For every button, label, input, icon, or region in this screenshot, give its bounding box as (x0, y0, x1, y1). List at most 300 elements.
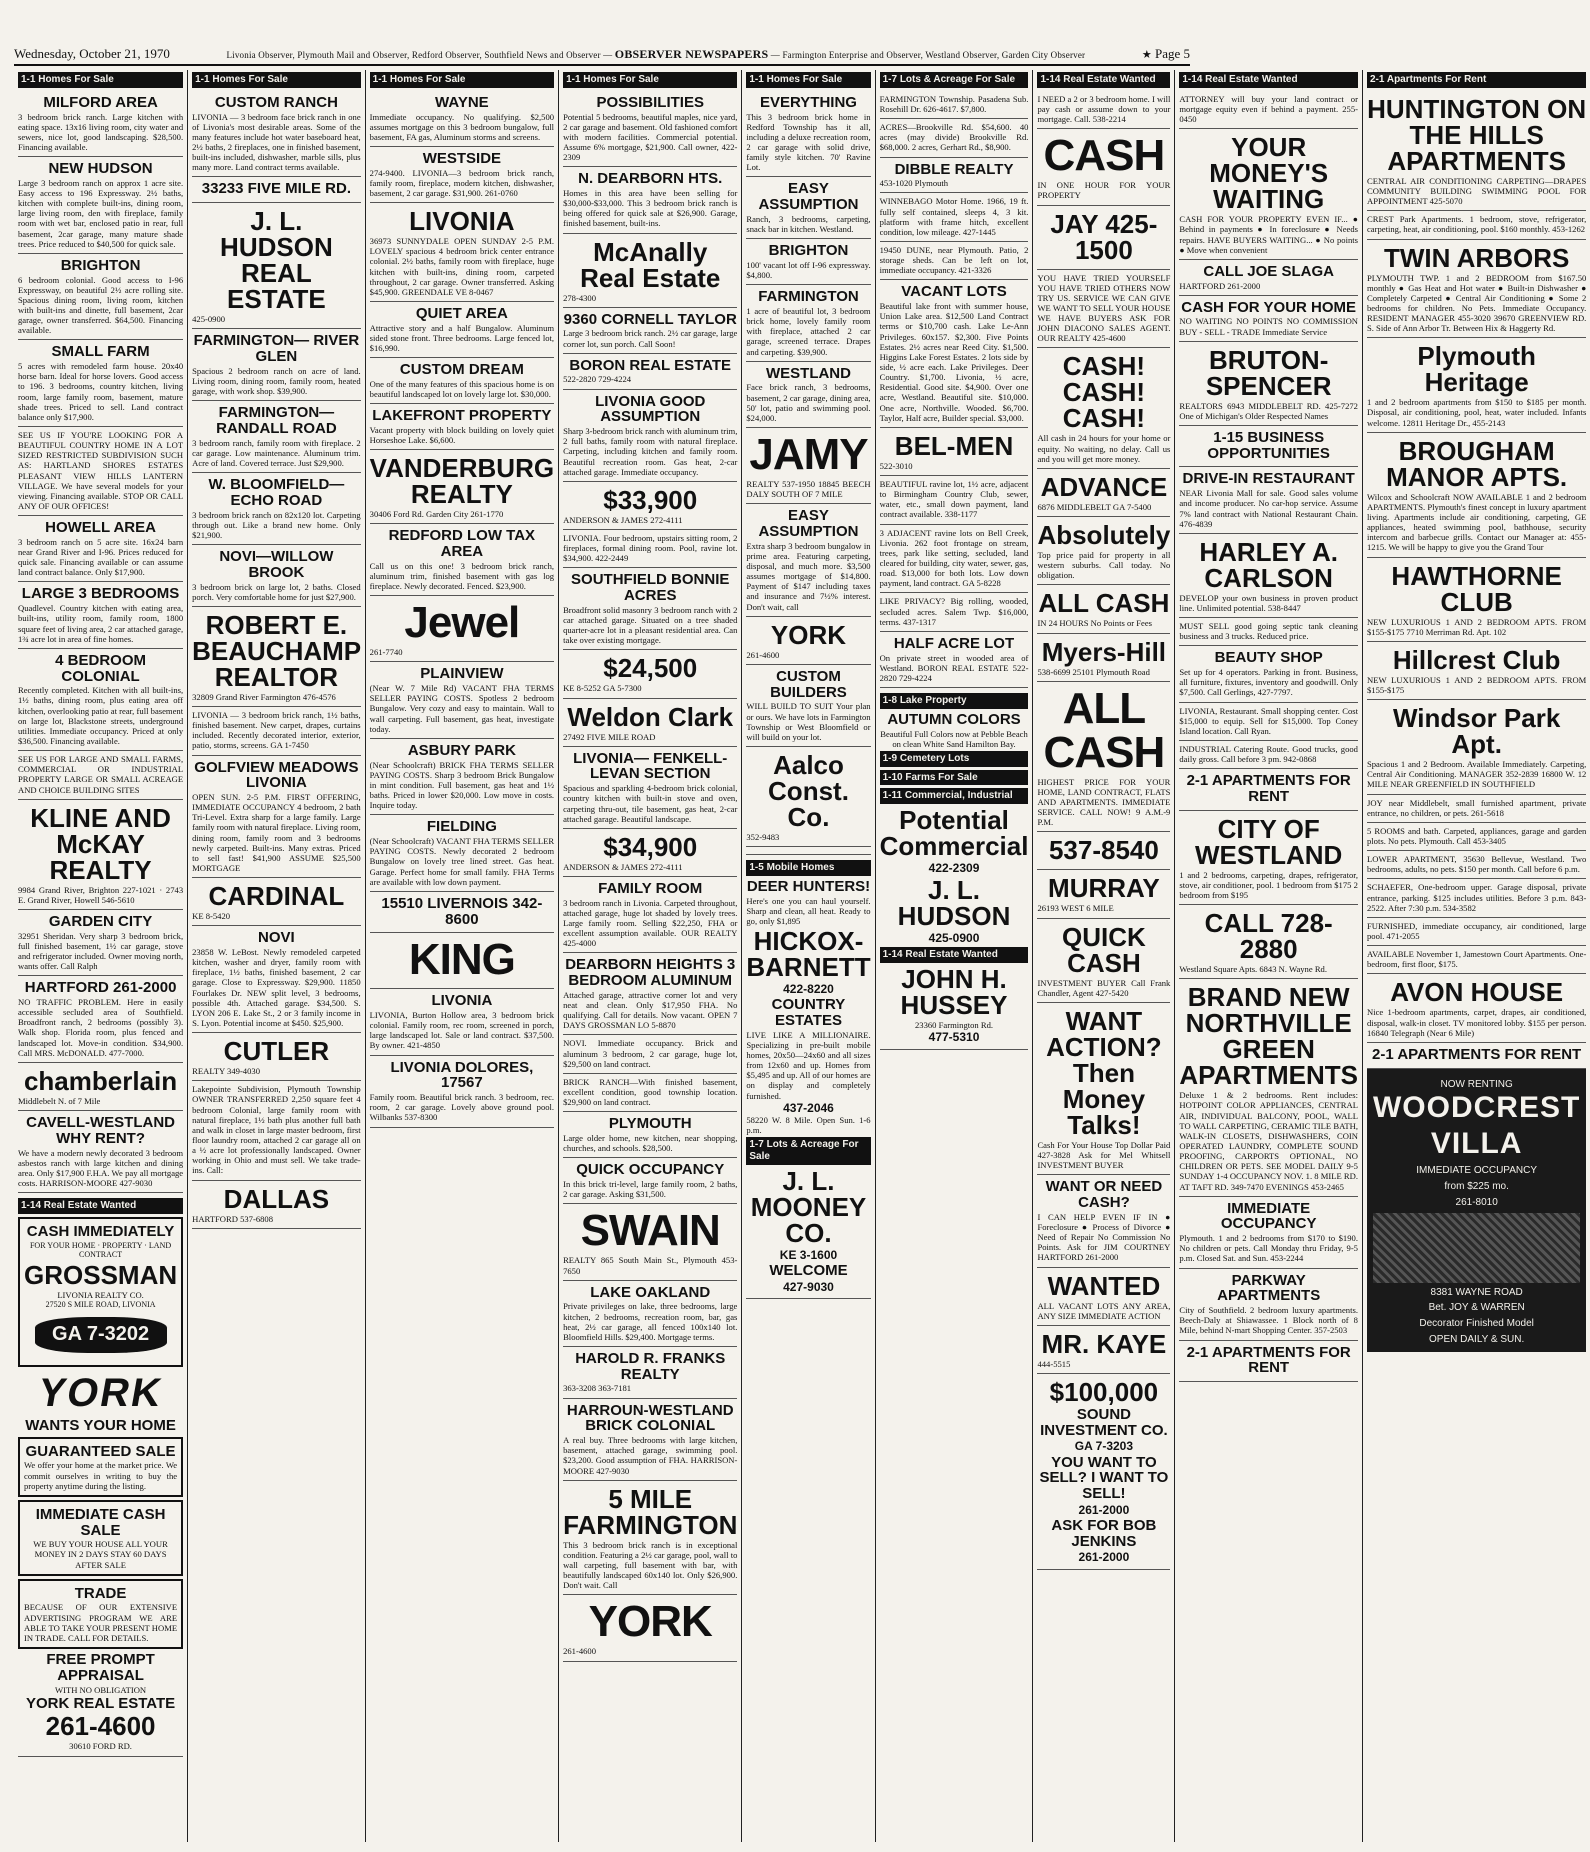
ad-headline: DRIVE-IN RESTAURANT (1182, 470, 1355, 488)
ad-headline: Hillcrest Club (1392, 644, 1561, 675)
classified-ad (18, 910, 183, 976)
classified-ad (1179, 979, 1358, 1196)
woodcrest-phone: 261-8010 (1455, 1196, 1498, 1208)
ad-headline: $100,000 (1049, 1376, 1159, 1407)
ad-headline: LIVONIA— FENKELL-LEVAN SECTION (573, 749, 728, 783)
ad-body: Nice 1-bedroom apartments, carpet, drapes, air conditioned, disposal, walk-in closet. TV monitored lobby. $155 per person. 16840 Telegraph (Near 6 Mile) (1366, 1007, 1587, 1038)
ad-headline: GARDEN CITY (48, 912, 153, 930)
ad-headline: 2-1 APARTMENTS FOR RENT (1186, 772, 1351, 805)
classified-ad (1179, 1269, 1358, 1341)
classified-ad (18, 649, 183, 751)
classified-ad (563, 308, 737, 354)
classified-ad (1367, 211, 1586, 239)
classified-ad (746, 91, 870, 178)
ad-headline: SWAIN (580, 1206, 720, 1256)
ad-body: Spacious 2 bedroom ranch on acre of land. Living room, dining room, family room, heated garage, with work shop. $39,900. (192, 365, 361, 397)
ad-headline: LIVONIA (431, 992, 493, 1010)
classified-ad (1367, 91, 1586, 211)
classified-ad (1037, 1268, 1170, 1326)
classified-ad (1037, 634, 1170, 682)
classified-ad (1037, 585, 1170, 633)
classified-ad (1179, 467, 1358, 533)
ad-headline: VACANT LOTS (901, 283, 1007, 301)
classified-ad (192, 926, 361, 1033)
classified-ad (1037, 870, 1170, 918)
ad-headline: ALL CASH (1043, 683, 1165, 777)
ad-headline: 5 MILE FARMINGTON (563, 1483, 738, 1540)
ad-headline: BRUTON-SPENCER (1205, 344, 1332, 401)
ad-body: 3 bedroom ranch in Livonia. Carpeted throughout, attached garage, huge lot shaded by lovely trees. Large family room. Selling $22,250, FHA or excellent assumption available. OUR REALTY 425-4000 (563, 897, 738, 949)
ad-headline: FAMILY ROOM (598, 879, 703, 897)
ad-body: 1 acre of beautiful lot, 3 bedroom brick home, lovely family room with fireplace, attached 2 car garage, screened terrace. Drapes and carpeting. $39,900. (746, 305, 871, 357)
ad-headline: HAROLD R. FRANKS REALTY (575, 1349, 726, 1383)
ad-body: ATTORNEY will buy your land contract or mortgage equity even if behind a payment. 255-0450 (1179, 93, 1358, 125)
ad-body: We offer your home at the market price. We commit ourselves in writing to buy the property anytime during the listing. (24, 1460, 178, 1491)
ad-headline: 2-1 APARTMENTS FOR RENT (1186, 1343, 1351, 1377)
section-header: 1-9 Cemetery Lots (880, 751, 1029, 767)
cash-immediately-ad (18, 1193, 183, 1756)
ad-headline: HARTFORD 261-2000 (24, 979, 177, 997)
ad-body: SCHAEFER, One-bedroom upper. Garage disposal, private entrance, parking. $125 includes utilities. Before 3 p.m. 843-2522. After 7:30 p.m. 534-3582 (1366, 882, 1587, 913)
ad-body: 3 bedroom brick ranch. Large kitchen with eating space. 13x16 living room, city water and sewers, nice lot, good landscaping. $28,500. Financing available. (18, 111, 184, 152)
ad-headline: 33233 FIVE MILE RD. (201, 180, 351, 198)
classified-ad (1037, 832, 1170, 870)
classified-ad (1367, 918, 1586, 946)
ad-headline: 477-5310 (928, 1030, 980, 1045)
classified-ad (1037, 1326, 1170, 1374)
ad-body: (Near W. 7 Mile Rd) VACANT FHA TERMS SELLER PAYING COSTS. Spotless 2 bedroom Bungalow. Very cozy and easy to maintain. Wall to wall carpeting. Full basement, gas heat, investigate today. (369, 683, 555, 734)
ad-headline: BEAUTY SHOP (1214, 649, 1323, 667)
classified-ad (563, 1074, 737, 1112)
ad-body: Potential 5 bedrooms, beautiful maples, nice yard, 2 car garage and basement. Old fashioned comfort with modern facilities. Commercial potential. Assume 6% mortgage, $21,900. Call owner, 422-2309 (563, 111, 738, 163)
section-header: 1-10 Farms For Sale (880, 770, 1029, 786)
classified-ad (880, 476, 1029, 525)
classified-ad (563, 234, 737, 308)
classified-ad (1037, 206, 1170, 270)
ad-headline: N. DEARBORN HTS. (578, 170, 723, 188)
immediate-sale-box (18, 1500, 183, 1576)
ad-headline: HUNTINGTON ON THE HILLS APARTMENTS (1367, 93, 1587, 176)
classified-ad (192, 177, 361, 203)
section-header: 1-14 Real Estate Wanted (18, 1198, 183, 1214)
ad-body: REALTY 537-1950 18845 BEECH DALY SOUTH OF 7 MILE (746, 478, 871, 500)
ad-body: 36973 SUNNYDALE OPEN SUNDAY 2-5 P.M. LOVELY spacious 4 bedroom brick center entrance colonial. 2½ baths, family room with fireplace, huge kitchen with built-ins, dining room, carpeted throughout, 2 car garage. Owner transferred. Asking $45,900. GREENDALE VE 8-0467 (369, 236, 555, 297)
classified-ad (370, 302, 554, 358)
now-renting: NOW RENTING (1440, 1078, 1513, 1090)
ad-body: REALTY 865 South Main St., Plymouth 453-7650 (563, 1255, 738, 1276)
ad-body: LIVE LIKE A MILLIONAIRE. Specializing in pre-built mobile homes, 20x50—24x60 and all sizes from 12x60 and up. Homes from $5,495 and up. All of our homes are on display and completely furnished. (746, 1029, 871, 1101)
grossman-box (18, 1217, 183, 1367)
ad-body: 261-4600 (563, 1646, 597, 1657)
ad-body: LIKE PRIVACY? Big rolling, wooded, secluded acres. Salem Twp. $16,000, terms. 437-1317 (879, 596, 1029, 627)
classified-ad (746, 285, 870, 361)
ad-body: (Near Schoolcraft) VACANT FHA TERMS SELLER PAYING COSTS. Newly decorated 2 bedroom Bungalow on lovely tree lined street. Gas heat. Garage. Perfect home for small family. FHA Terms are available with low down payment. (369, 836, 555, 887)
lower-middle-sections (746, 855, 870, 1299)
ad-body: ALL VACANT LOTS ANY AREA, ANY SIZE IMMEDIATE ACTION (1037, 1300, 1171, 1321)
classified-ad (563, 953, 737, 1035)
grossman-address: 27520 S MILE ROAD, LIVONIA (45, 1299, 156, 1309)
ad-body: 453-1020 Plymouth (879, 178, 949, 189)
classified-ad (370, 892, 554, 934)
price-from: from (1444, 1180, 1465, 1192)
classified-ad (1037, 919, 1170, 1003)
classified-ad (1367, 558, 1586, 642)
price-value: $225 (1467, 1180, 1490, 1192)
ad-body: Attached garage, attractive corner lot and very neat and clean. Only $17,950 FHA. No qualifying. Call for details. Now vacant. OPEN 7 DAYS GROSSMAN LO 5-8870 (563, 989, 738, 1031)
ad-headline: EASY ASSUMPTION (758, 180, 859, 214)
ad-body: FURNISHED, immediate occupancy, air conditioned, large pool. 471-2055 (1366, 920, 1587, 941)
ad-body: Large 3 bedroom brick ranch. 2½ car garage, large corner lot, sun porch. Call Soon! (563, 328, 738, 349)
classified-ad (1037, 1003, 1170, 1175)
ad-body: 522-3010 (879, 460, 913, 471)
section-header: 1-5 Mobile Homes (746, 860, 870, 876)
classified-ad (563, 1399, 737, 1481)
classified-ad (18, 516, 183, 582)
york-address: 30610 FORD RD. (69, 1741, 132, 1752)
classified-column (366, 70, 559, 1842)
classified-ad (880, 428, 1029, 476)
ad-headline: SOUTHFIELD BONNIE ACRES (571, 571, 730, 605)
classified-ad (563, 167, 737, 233)
ad-headline: YOU WANT TO SELL? I WANT TO SELL! (1039, 1453, 1169, 1503)
ad-body: 352-9483 (746, 831, 780, 842)
ad-headline: NOVI—WILLOW BROOK (219, 548, 334, 581)
ad-body: In this brick tri-level, large family room, 2 baths, 2 car garage. Asking $31,500. (563, 1179, 738, 1200)
classified-ad (563, 390, 737, 482)
ad-body: HARTFORD 261-2000 (1179, 280, 1261, 291)
ad-headline: POSSIBILITIES (596, 93, 704, 111)
classified-ad (1367, 974, 1586, 1042)
ad-headline: 4 BEDROOM COLONIAL (55, 651, 146, 685)
star-icon: ★ (1141, 49, 1152, 61)
ad-body: Plymouth. 1 and 2 bedrooms from $170 to $190. No children or pets. Call Monday thru Friday, 9-5 p.m. Closed Sat. and Sun. 453-2244 (1179, 1233, 1358, 1264)
ad-headline: DALLAS (223, 1183, 330, 1214)
ad-headline: HAWTHORNE CLUB (1391, 560, 1562, 617)
classified-column (1175, 70, 1363, 1842)
ad-body: JOY near Middlebelt, small furnished apartment, private entrance, no children, or pets. 261-5618 (1366, 797, 1587, 818)
ad-headline: JOHN H. HUSSEY (900, 964, 1008, 1021)
classified-ad (1037, 469, 1170, 517)
ad-body: Quadlevel. Country kitchen with eating area, built-ins, utility room, family room, 1800 square feet of living area, 2 car attached garage, 1¾ acre lot in area of fine homes. (18, 603, 184, 644)
ad-body: Immediate occupancy. No qualifying. $2,500 assumes mortgage on this 3 bedroom bungalow, full basement, FA gas, Aluminum storms and screens. (369, 111, 555, 142)
classified-ad (563, 482, 737, 530)
ad-body: Here's one you can haul yourself. Sharp and clean, all heat. Ready to go, only $1,895 (746, 895, 871, 926)
classified-ad (192, 203, 361, 329)
ad-body: INVESTMENT BUYER Call Frank Chandler, Agent 427-5420 (1037, 977, 1171, 998)
section-header: 1-7 Lots & Acreage For Sale (746, 1137, 870, 1165)
ad-body: 425-0900 (192, 314, 226, 325)
ad-body: Broadfront solid masonry 3 bedroom ranch with 2 car attached garage. Situated on a tree shaded quarter-acre lot in a pleasant residential area. Can take over existing mortgage. (563, 604, 738, 646)
ad-headline: QUIET AREA (415, 304, 508, 322)
ad-phone: GA 7-3203 (1074, 1439, 1134, 1454)
classified-ad (192, 545, 361, 607)
ad-body: Deluxe 1 & 2 bedrooms. Rent includes: HOTPOINT COLOR APPLIANCES, CENTRAL AIR, INDIVIDUAL BALCONY, POOL, WALL TO WALL CARPETING, CERAMIC TILE BATH, WALK-IN CLOSETS, DISHWASHERS, COIN OPERATED LAUNDRY, COMPLETE SOUND PROOFING, CARPORTS OPTIONAL, NO CHILDREN OR PETS. SEE MODEL DAILY 9-5 SUNDAY 1-4 OCCUPANCY NOV. 1. 8 MILE RD. AT TAFT RD. 349-7470 EVENINGS 453-2465 (1179, 1090, 1358, 1192)
section-header: 1-1 Homes For Sale (370, 72, 554, 88)
classified-ad (1179, 1341, 1358, 1383)
ad-headline: LIVONIA (409, 206, 515, 237)
ad-body: MUST SELL good going septic tank cleaning business and 3 trucks. Reduced price. (1179, 621, 1358, 642)
ad-headline: CALL 728-2880 (1204, 908, 1333, 965)
classified-ad (880, 280, 1029, 427)
classified-ad (192, 607, 361, 707)
classified-ad (18, 157, 183, 254)
classified-ad (1367, 338, 1586, 432)
ad-headline: FIELDING (426, 818, 497, 836)
ad-body: 3 bedroom brick ranch on 82x120 lot. Carpeting through out. Like a brand new home. Only $21,900. (192, 509, 361, 540)
classified-ad (563, 1281, 737, 1347)
classified-ad (746, 504, 870, 616)
ad-body: 261-7740 (369, 647, 403, 658)
ad-body: 1 and 2 bedroom apartments from $150 to $185 per month. Disposal, air conditioning, pool, heat, water included. Infants welcome. 12811 Heritage Dr., 455-2143 (1366, 397, 1587, 428)
ad-headline: $33,900 (603, 484, 698, 515)
ad-headline: BRAND NEW NORTHVILLE GREEN APARTMENTS (1179, 982, 1358, 1091)
section-header: 1-11 Commercial, Industrial (880, 788, 1029, 804)
lower-right-middle-sections (880, 688, 1029, 1050)
ad-headline: CAVELL-WESTLAND WHY RENT? (26, 1114, 175, 1147)
page-number: Page 5 (1154, 46, 1190, 61)
classified-ad (746, 847, 870, 855)
classified-ad (1179, 905, 1358, 979)
ad-headline: ASBURY PARK (407, 741, 516, 759)
ad-body: Large older home, new kitchen, near shopping, churches, and schools. $28,500. (563, 1133, 738, 1154)
ad-headline: Windsor Park Apt. (1392, 703, 1561, 760)
classified-ad (1367, 851, 1586, 879)
ad-body: IN ONE HOUR FOR YOUR PROPERTY (1037, 180, 1171, 201)
ad-body: LIVONIA — 3 bedroom face brick ranch in one of Livonia's most desirable areas. Some of the many features include hot water baseboard heat, 2½ baths, 2 fireplaces, one in finished basement, built-ins included, dishwasher, marble sills, plus many more. Land contract terms available. (192, 111, 361, 173)
ad-body: One of the many features of this spacious home is on beautiful landscaped lot on lovely large lot. $30,000. (369, 378, 555, 400)
ad-body: Homes in this area have been selling for $30,000-$33,000. This 3 bedroom brick ranch is being offered for quick sale at $26,900. Garage, finished basement, built-ins. (563, 188, 738, 229)
ad-body: NOVI. Immediate occupancy. Brick and aluminum 3 bedroom, 2 car garage, huge lot, $29,500 on land contract. (563, 1038, 738, 1069)
ad-headline: CARDINAL (208, 881, 345, 912)
papers-right: Farmington Enterprise and Observer, Westland Observer, Garden City Observer (782, 49, 1086, 60)
classified-ad (1179, 741, 1358, 769)
classified-ad (1037, 270, 1170, 349)
issue-date: Wednesday, October 21, 1970 (14, 46, 170, 61)
classified-ad (1179, 91, 1358, 129)
ad-body: KE 8-5252 GA 5-7300 (563, 683, 642, 694)
classified-ad (370, 147, 554, 203)
ad-headline: $34,900 (603, 831, 698, 862)
classified-ad (1179, 296, 1358, 342)
ad-body: A real buy. Three bedrooms with large kitchen, basement, attached garage, swimming pool. $23,200. Good assumption of FHA. HARRISON-MOORE 427-9030 (563, 1435, 738, 1476)
ad-body: This 3 bedroom brick ranch is in exceptional condition. Featuring a 2½ car garage, pool, wall to wall carpeting, full basement with bar, with beautifully landscaped 60x140 lot. Only $26,900. Don't wait. Call (563, 1539, 738, 1591)
ad-body: 278-4300 (563, 292, 597, 303)
ad-body: I NEED a 2 or 3 bedroom home. I will pay cash or assume down to your mortgage. Call. 538-2214 (1037, 93, 1171, 125)
ad-body: Call us on this one! 3 bedroom brick ranch, aluminum trim, finished basement with gas log fireplace. Newly decorated. Fenced. $23,900. (369, 560, 555, 592)
ad-body: SEE US FOR LARGE AND SMALL FARMS, COMMERCIAL OR INDUSTRIAL PROPERTY LARGE OR SMALL ACREAGE AND CHOICE BUILDING SITES (18, 754, 184, 795)
classified-ad (370, 815, 554, 891)
ad-body: This 3 bedroom brick home in Redford Township has it all, including a deluxe recreation room, 2 car garage with solid drive, family style kitchen. 70' Ravine Lot. (746, 111, 871, 173)
ad-headline: EVERYTHING (760, 93, 857, 111)
classified-ad (370, 524, 554, 596)
classified-ad (563, 354, 737, 390)
ad-body: WINNEBAGO Motor Home. 1966, 19 ft. fully self contained, sleeps 4, 3 kit. platform with frame hitch, excellent condition, low mileage. 427-1445 (879, 196, 1029, 237)
classified-ad (18, 1111, 183, 1193)
classified-ad (18, 254, 183, 341)
ad-headline: ADVANCE (1040, 471, 1168, 502)
ad-body: 9984 Grand River, Brighton 227-1021 · 2743 E. Grand River, Howell 546-5610 (18, 884, 184, 905)
ad-headline: GUARANTEED SALE (25, 1442, 176, 1460)
classified-ad (563, 1481, 737, 1596)
ad-headline: McAnally Real Estate (580, 236, 721, 293)
classified-ad (1367, 946, 1586, 974)
classified-ad (746, 665, 870, 747)
ad-body: We have a modern newly decorated 3 bedroom asbestos ranch with large kitchen and dining area. Only $17,900 F.H.A. We pay all mortgage costs. HARRISON-MOORE 427-9030 (18, 1147, 184, 1188)
classified-ad (192, 329, 361, 401)
ad-headline: DEER HUNTERS! (746, 877, 871, 895)
section-header: 1-8 Lake Property (880, 693, 1029, 709)
ad-body: LIVONIA, Restaurant. Small shopping center. Cost $15,000 to equip. Sell for $15,000. Top Coney Island location. Call Ryan. (1179, 705, 1358, 736)
ad-phone: 261-2000 (1078, 1502, 1130, 1517)
classified-ad (563, 568, 737, 650)
ad-headline: LAKEFRONT PROPERTY (372, 407, 552, 425)
ad-body: NO TRAFFIC PROBLEM. Here in easily accessible secluded area of Southfield. Broadfront ranch, 2 bedrooms (possibly 3). Walk shop. Florida room, plus fenced and landscaped lot. Move-in condition. $34,900. Call MRS. McDONALD. 477-7000. (18, 997, 184, 1058)
classified-ad (18, 582, 183, 648)
classified-ad (192, 1033, 361, 1081)
ad-headline: NOVI (258, 929, 295, 947)
ad-body: 27492 FIVE MILE ROAD (563, 731, 656, 742)
classified-column (742, 70, 875, 1842)
ad-body: On private street in wooded area of Westland. BORON REAL ESTATE 522-2820 729-4224 (879, 652, 1029, 683)
classified-ad (563, 699, 737, 747)
classified-ad (192, 1181, 361, 1229)
classified-ad (1179, 811, 1358, 905)
ad-headline: 437-2046 (783, 1100, 834, 1115)
ad-body: 6 bedroom colonial. Good access to I-96 Expressway, on beautiful 2½ acre rolling site. Spacious dining room, living room, kitchen with built-ins and dinette, full basement, 2car garage, owner transferred. $64,500. Financing available. (18, 274, 184, 336)
classified-ad (1037, 348, 1170, 468)
ad-headline: DEARBORN HEIGHTS 3 BEDROOM ALUMINUM (565, 956, 736, 990)
ad-body: CENTRAL AIR CONDITIONING CARPETING—DRAPES COMMUNITY BUILDING SWIMMING POOL FOR APPOINTMENT 425-5070 (1366, 175, 1587, 207)
ad-body: 3 ADJACENT ravine lots on Bell Creek, Livonia. 262 foot frontage on stream, trees, park like setting, secluded, land cleared for building, city water, sewer, gas, road. $13,000 for both lots. Low down payment, land contract. GA 5-8228 (879, 527, 1029, 589)
classified-ad (1179, 342, 1358, 426)
classified-ad (880, 632, 1029, 688)
ad-headline: CUSTOM RANCH (214, 93, 338, 111)
ad-headline: WELCOME (769, 1261, 848, 1279)
classified-ad (18, 91, 183, 157)
classified-ad (192, 756, 361, 879)
section-header: 1-14 Real Estate Wanted (1037, 72, 1170, 88)
classified-ad (1179, 618, 1358, 646)
ad-headline: WESTSIDE (422, 149, 502, 167)
classified-ad (563, 747, 737, 829)
ad-headline: QUICK OCCUPANCY (576, 1161, 725, 1179)
papers-left: Livonia Observer, Plymouth Mail and Observer, Redford Observer, Southfield News and Observer (226, 49, 601, 60)
ad-body: Top price paid for property in all western suburbs. Call today. No obligation. (1037, 550, 1171, 581)
york-logo: YORK (34, 1370, 167, 1415)
ad-headline: W. BLOOMFIELD— ECHO ROAD (208, 476, 345, 509)
ad-body: 444-5515 (1037, 1358, 1071, 1369)
ad-headline: EASY ASSUMPTION (758, 507, 859, 540)
classified-ad (18, 800, 183, 910)
ad-headline: TWIN ARBORS (1383, 242, 1570, 273)
ad-headline: Potential Commercial (879, 805, 1029, 862)
ad-headline: CASH! CASH! CASH! (1062, 351, 1146, 434)
classified-ad (746, 747, 870, 847)
classified-ad (563, 530, 737, 568)
classified-ad (192, 1081, 361, 1180)
ad-body: All cash in 24 hours for your home or equity. No waiting, no delay. Call us and you will get more money. (1037, 433, 1171, 464)
section-header: 1-14 Real Estate Wanted (1179, 72, 1358, 88)
classified-ad (1179, 646, 1358, 702)
ad-body: KE 8-5420 (192, 911, 231, 922)
classified-ad (1179, 426, 1358, 468)
ad-body: LIVONIA, Burton Hollow area, 3 bedroom brick colonial. Family room, rec room, screened in porch, large landscaped lot. Sale or land contract. $37,500. By owner. 421-4850 (369, 1010, 555, 1051)
ad-headline: FARMINGTON (758, 288, 859, 306)
ad-body: OPEN SUN. 2-5 P.M. FIRST OFFERING, IMMEDIATE OCCUPANCY 4 bedroom, 2 bath Tri-Level. Extra sharp for a large family. Large family room with natural fireplace. Living room, dining room, family room and 3 bedrooms newly carpeted. Built-ins. Many extras. Priced to sell fast! $41,900 ASSUME $25,500 MORTGAGE (192, 792, 361, 874)
ad-headline: YOUR MONEY'S WAITING (1209, 132, 1329, 215)
classified-ad (1367, 879, 1586, 917)
brand-name: OBSERVER NEWSPAPERS (614, 46, 769, 61)
classified-ad (746, 239, 870, 285)
grossman-logo: GROSSMAN (24, 1259, 178, 1290)
ad-headline: MURRAY (1048, 873, 1160, 904)
ad-body: Beautiful Full Colors now at Pebble Beach on clean White Sand Hamilton Bay. (880, 728, 1028, 749)
ad-headline: LIVONIA GOOD ASSUMPTION (595, 392, 706, 426)
ad-headline: 537-8540 (1048, 835, 1159, 866)
ad-headline: KING (408, 935, 515, 985)
classified-ad (1367, 642, 1586, 700)
classified-ad (563, 1347, 737, 1399)
ad-body: Extra sharp 3 bedroom bungalow in prime area. Featuring carpeting, disposal, and much more. $3,500 assumes mortgage of $14,800. Payment of $147 including taxes and insurance and 7½% interest. Don't wait, call (746, 540, 871, 612)
ad-headline: AVON HOUSE (1390, 977, 1564, 1008)
ad-body: Family room. Beautiful brick ranch. 3 bedroom, rec. room, 2 car garage. Lovely above ground pool. Wilbanks 537-8300 (369, 1092, 555, 1123)
ad-headline: MR. KAYE (1041, 1328, 1167, 1359)
section-header: 1-1 Homes For Sale (563, 72, 737, 88)
immediate-occupancy: IMMEDIATE OCCUPANCY (1416, 1165, 1538, 1177)
classified-ad (370, 933, 554, 989)
classified-ad (746, 362, 870, 428)
ad-body: 32951 Sheridan. Very sharp 3 bedroom brick, full finished basement, 1½ car garage, stove and refrigerator included. Owner moving north, wants offer. Call Ralph (18, 930, 184, 972)
ad-headline: BEL-MEN (894, 430, 1014, 461)
section-header: 1-7 Lots & Acreage For Sale (880, 72, 1029, 88)
classified-ad (18, 427, 183, 516)
ad-headline: 427-9030 (783, 1279, 834, 1294)
ad-headline: YORK (588, 1597, 712, 1647)
guaranteed-sale-box (18, 1437, 183, 1497)
ad-headline: chamberlain (23, 1065, 178, 1096)
ad-body: HARTFORD 537-6808 (192, 1213, 274, 1224)
classified-ad (1367, 433, 1586, 558)
ad-headline: HICKOX-BARNETT (746, 926, 871, 983)
ad-body: FARMINGTON Township. Pasadena Sub. Rosehill Dr. 626-4617. $7,800. (879, 93, 1029, 114)
ad-headline: HALF ACRE LOT (893, 634, 1015, 652)
ad-body: ANDERSON & JAMES 272-4111 (563, 861, 683, 872)
ad-body: 58220 W. 8 Mile. Open Sun. 1-6 p.m. (746, 1114, 871, 1135)
ad-body: Spacious 1 and 2 Bedroom. Available Immediately. Carpeting, Central Air Conditioning. MANAGER 352-2839 16800 W. 12 MILE NEAR GREENFIELD IN SOUTHFIELD (1366, 759, 1587, 790)
classified-ad (370, 203, 554, 302)
classified-ad (18, 1063, 183, 1111)
ad-body: NO WAITING NO POINTS NO COMMISSION BUY - SELL - TRADE Immediate Service (1179, 316, 1358, 337)
ad-body: Sharp 3-bedroom brick ranch with aluminum trim, 2 full baths, family room with natural fireplace. Carpeting, including kitchen and family room. Beautiful recreation room. Gas heat, 2-car attached garage. Immediate occupancy. (563, 426, 738, 477)
classified-ad (880, 158, 1029, 194)
ad-body: CASH FOR YOUR PROPERTY EVEN IF... ● Behind in payments ● In foreclosure ● Needs repairs. HAVE BUYERS WAITING... ● No points ● Move when convenient (1179, 214, 1358, 255)
building-photo (1373, 1213, 1580, 1283)
ad-headline: LARGE 3 BEDROOMS (21, 585, 180, 603)
grossman-phone: GA 7-3202 (35, 1317, 167, 1353)
ad-headline: NEW HUDSON (48, 160, 153, 178)
ad-headline: CUSTOM DREAM (399, 361, 524, 379)
classified-ad (746, 428, 870, 504)
ad-headline: WANT ACTION? Then Money Talks! (1046, 1005, 1162, 1140)
classified-column (14, 70, 188, 1842)
classified-ad (192, 91, 361, 178)
classified-ad (1367, 795, 1586, 823)
woodcrest-name: WOODCREST VILLA (1372, 1091, 1581, 1160)
ad-body: 32809 Grand River Farmington 476-4576 (192, 691, 336, 702)
classified-ad (1037, 129, 1170, 205)
woodcrest-corner: Bet. JOY & WARREN (1428, 1302, 1525, 1314)
york-phone: 261-4600 (45, 1711, 156, 1742)
